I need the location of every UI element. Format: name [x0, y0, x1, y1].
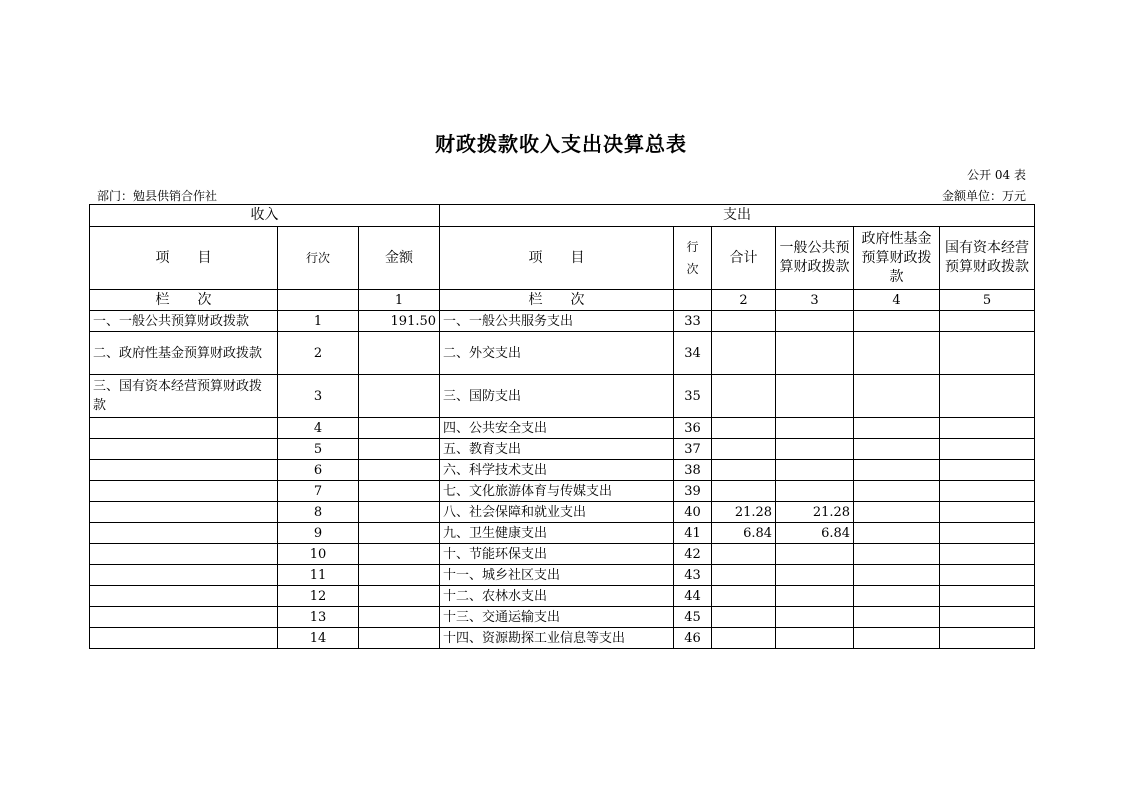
- expense-item-cell: 一、一般公共服务支出: [440, 311, 674, 332]
- general-budget-cell: 21.28: [776, 502, 854, 523]
- gov-fund-cell: [854, 418, 940, 439]
- gov-fund-cell: [854, 586, 940, 607]
- expense-row-no-header: 行 次: [674, 227, 712, 290]
- gov-fund-cell: [854, 628, 940, 649]
- expense-header: 支出: [440, 205, 1035, 227]
- total-cell: [712, 311, 776, 332]
- column-header-row: [90, 227, 1035, 290]
- total-cell: [712, 565, 776, 586]
- income-amount-cell: [359, 418, 440, 439]
- income-item-cell: 三、国有资本经营预算财政拨款: [90, 375, 278, 418]
- form-number: 公开 04 表: [967, 168, 1026, 182]
- general-budget-cell: [776, 481, 854, 502]
- state-capital-cell: [940, 502, 1035, 523]
- expense-row-no-cell: 44: [674, 586, 712, 607]
- gov-fund-cell: [854, 311, 940, 332]
- expense-item-cell: 十三、交通运输支出: [440, 607, 674, 628]
- expense-row-no-cell: 34: [674, 332, 712, 375]
- income-amount-cell: [359, 481, 440, 502]
- col-index-empty: [674, 290, 712, 311]
- col-index-3: 3: [776, 290, 854, 311]
- income-item-cell: [90, 481, 278, 502]
- state-capital-cell: [940, 607, 1035, 628]
- col-label-income: 栏 次: [90, 290, 278, 311]
- total-cell: 6.84: [712, 523, 776, 544]
- general-budget-cell: [776, 565, 854, 586]
- income-amount-cell: [359, 460, 440, 481]
- gov-fund-cell: [854, 375, 940, 418]
- income-amount-cell: [359, 332, 440, 375]
- state-capital-cell: [940, 418, 1035, 439]
- gov-fund-cell: [854, 439, 940, 460]
- table-row: [90, 544, 1035, 565]
- total-cell: [712, 375, 776, 418]
- gov-fund-cell: [854, 502, 940, 523]
- income-amount-cell: [359, 439, 440, 460]
- income-row-no-cell: 7: [278, 481, 359, 502]
- state-capital-header: 国有资本经营预算财政拨款: [940, 227, 1035, 290]
- total-cell: [712, 332, 776, 375]
- expense-item-cell: 四、公共安全支出: [440, 418, 674, 439]
- income-amount-header: 金额: [359, 227, 440, 290]
- general-budget-cell: [776, 418, 854, 439]
- table-row: [90, 332, 1035, 375]
- income-row-no-cell: 12: [278, 586, 359, 607]
- expense-row-no-cell: 38: [674, 460, 712, 481]
- table-row: [90, 523, 1035, 544]
- table-row: [90, 586, 1035, 607]
- expense-item-cell: 十二、农林水支出: [440, 586, 674, 607]
- income-row-no-cell: 5: [278, 439, 359, 460]
- general-budget-cell: [776, 311, 854, 332]
- income-item-cell: [90, 418, 278, 439]
- state-capital-cell: [940, 439, 1035, 460]
- expense-row-no-cell: 41: [674, 523, 712, 544]
- total-header: 合计: [712, 227, 776, 290]
- income-row-no-cell: 14: [278, 628, 359, 649]
- general-budget-header: 一般公共预算财政拨款: [776, 227, 854, 290]
- expense-row-no-cell: 45: [674, 607, 712, 628]
- expense-row-no-cell: 40: [674, 502, 712, 523]
- income-row-no-cell: 10: [278, 544, 359, 565]
- general-budget-cell: 6.84: [776, 523, 854, 544]
- total-cell: [712, 460, 776, 481]
- expense-item-cell: 八、社会保障和就业支出: [440, 502, 674, 523]
- expense-row-no-cell: 36: [674, 418, 712, 439]
- expense-row-no-cell: 46: [674, 628, 712, 649]
- expense-row-no-cell: 43: [674, 565, 712, 586]
- income-row-no-cell: 8: [278, 502, 359, 523]
- income-row-no-cell: 3: [278, 375, 359, 418]
- col-index-empty: [278, 290, 359, 311]
- income-amount-cell: [359, 586, 440, 607]
- column-index-row: [90, 290, 1035, 311]
- income-row-no-cell: 9: [278, 523, 359, 544]
- expense-item-cell: 十、节能环保支出: [440, 544, 674, 565]
- expense-item-cell: 六、科学技术支出: [440, 460, 674, 481]
- state-capital-cell: [940, 523, 1035, 544]
- col-index-5: 5: [940, 290, 1035, 311]
- expense-row-no-cell: 39: [674, 481, 712, 502]
- income-item-cell: [90, 544, 278, 565]
- income-item-header: 项 目: [90, 227, 278, 290]
- gov-fund-header: 政府性基金预算财政拨款: [854, 227, 940, 290]
- income-amount-cell: [359, 544, 440, 565]
- income-item-cell: [90, 607, 278, 628]
- income-amount-cell: [359, 607, 440, 628]
- expense-row-no-cell: 35: [674, 375, 712, 418]
- section-header-row: [90, 205, 1035, 227]
- expense-row-no-cell: 37: [674, 439, 712, 460]
- general-budget-cell: [776, 460, 854, 481]
- income-amount-cell: [359, 628, 440, 649]
- expense-item-cell: 三、国防支出: [440, 375, 674, 418]
- expense-item-cell: 九、卫生健康支出: [440, 523, 674, 544]
- table-row: [90, 481, 1035, 502]
- state-capital-cell: [940, 586, 1035, 607]
- state-capital-cell: [940, 375, 1035, 418]
- income-amount-cell: [359, 565, 440, 586]
- col-index-4: 4: [854, 290, 940, 311]
- general-budget-cell: [776, 375, 854, 418]
- expense-row-no-cell: 33: [674, 311, 712, 332]
- income-amount-cell: [359, 523, 440, 544]
- total-cell: [712, 481, 776, 502]
- budget-table: [89, 204, 1035, 649]
- income-item-cell: 一、一般公共预算财政拨款: [90, 311, 278, 332]
- table-row: [90, 607, 1035, 628]
- income-item-cell: [90, 628, 278, 649]
- col-label-expense: 栏 次: [440, 290, 674, 311]
- total-cell: [712, 439, 776, 460]
- gov-fund-cell: [854, 460, 940, 481]
- income-row-no-cell: 2: [278, 332, 359, 375]
- general-budget-cell: [776, 332, 854, 375]
- expense-item-cell: 二、外交支出: [440, 332, 674, 375]
- expense-item-cell: 五、教育支出: [440, 439, 674, 460]
- income-item-cell: [90, 460, 278, 481]
- income-amount-cell: [359, 502, 440, 523]
- table-row: [90, 375, 1035, 418]
- total-cell: 21.28: [712, 502, 776, 523]
- state-capital-cell: [940, 460, 1035, 481]
- gov-fund-cell: [854, 481, 940, 502]
- income-row-no-cell: 1: [278, 311, 359, 332]
- income-amount-cell: [359, 375, 440, 418]
- table-row: [90, 418, 1035, 439]
- gov-fund-cell: [854, 565, 940, 586]
- general-budget-cell: [776, 544, 854, 565]
- general-budget-cell: [776, 607, 854, 628]
- income-item-cell: [90, 439, 278, 460]
- state-capital-cell: [940, 481, 1035, 502]
- income-amount-cell: 191.50: [359, 311, 440, 332]
- state-capital-cell: [940, 628, 1035, 649]
- income-row-no-cell: 13: [278, 607, 359, 628]
- expense-row-no-cell: 42: [674, 544, 712, 565]
- page-title: 财政拨款收入支出决算总表: [435, 132, 687, 156]
- income-item-cell: [90, 523, 278, 544]
- table-row: [90, 439, 1035, 460]
- table-row: [90, 628, 1035, 649]
- income-row-no-cell: 4: [278, 418, 359, 439]
- state-capital-cell: [940, 332, 1035, 375]
- table-row: [90, 460, 1035, 481]
- col-index-1: 1: [359, 290, 440, 311]
- expense-item-cell: 七、文化旅游体育与传媒支出: [440, 481, 674, 502]
- income-item-cell: 二、政府性基金预算财政拨款: [90, 332, 278, 375]
- income-row-no-header: 行次: [278, 227, 359, 290]
- state-capital-cell: [940, 565, 1035, 586]
- income-row-no-cell: 6: [278, 460, 359, 481]
- income-item-cell: [90, 565, 278, 586]
- state-capital-cell: [940, 544, 1035, 565]
- total-cell: [712, 418, 776, 439]
- gov-fund-cell: [854, 523, 940, 544]
- expense-item-header: 项 目: [440, 227, 674, 290]
- income-row-no-cell: 11: [278, 565, 359, 586]
- income-item-cell: [90, 586, 278, 607]
- general-budget-cell: [776, 628, 854, 649]
- gov-fund-cell: [854, 544, 940, 565]
- table-row: [90, 311, 1035, 332]
- general-budget-cell: [776, 586, 854, 607]
- expense-item-cell: 十四、资源勘探工业信息等支出: [440, 628, 674, 649]
- general-budget-cell: [776, 439, 854, 460]
- state-capital-cell: [940, 311, 1035, 332]
- total-cell: [712, 586, 776, 607]
- unit-label: 金额单位：万元: [941, 189, 1026, 203]
- total-cell: [712, 607, 776, 628]
- expense-item-cell: 十一、城乡社区支出: [440, 565, 674, 586]
- col-index-2: 2: [712, 290, 776, 311]
- income-header: 收入: [90, 205, 440, 227]
- table-row: [90, 502, 1035, 523]
- income-item-cell: [90, 502, 278, 523]
- department-label: 部门：勉县供销合作社: [97, 189, 218, 203]
- gov-fund-cell: [854, 332, 940, 375]
- total-cell: [712, 628, 776, 649]
- gov-fund-cell: [854, 607, 940, 628]
- table-row: [90, 565, 1035, 586]
- total-cell: [712, 544, 776, 565]
